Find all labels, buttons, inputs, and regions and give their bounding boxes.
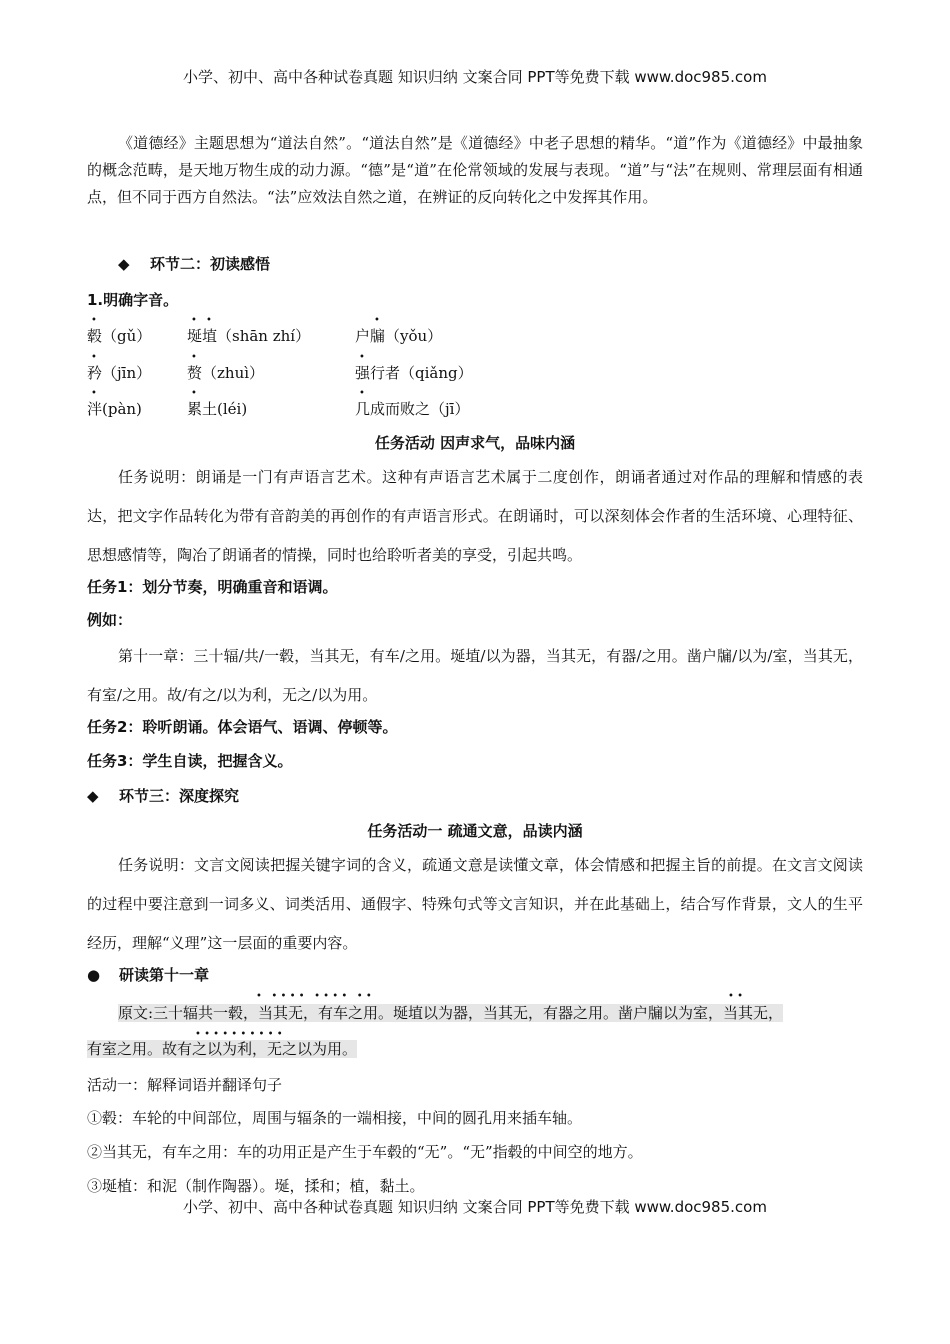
note-item: ②当其无，有车之用：车的功用正是产生于车毂的“无”。“无”指毂的中间空的地方。: [87, 1143, 643, 1161]
example-text: 第十一章：三十辐/共/一毂，当其无，有车/之用。埏埴/以为器，当其无，有器/之用。凿户牖/以为/室，当其无，有室/之用。故/有之/以为利，无之/以为用。: [87, 647, 863, 704]
section-three-title: 环节三：深度探究: [119, 787, 240, 805]
emphasis-dot: •: [359, 388, 365, 399]
pron-item: 赘（zhuì）: [187, 364, 265, 382]
emphasis-dot: •: [359, 352, 365, 363]
activity-one-title: 任务活动 因声求气，品味内涵: [374, 434, 576, 452]
task-two: 任务2：聆听朗诵。体会语气、语调、停顿等。: [87, 718, 398, 736]
emphasis-dot: •: [206, 315, 212, 326]
original-line-2: 有室之用。故有之以为利，无之以为用。: [87, 1040, 358, 1058]
task-three: 任务3：学生自读，把握含义。: [87, 752, 293, 770]
diamond-bullet-icon: ◆: [118, 255, 130, 273]
emphasis-dot: •: [191, 388, 197, 399]
note-item: ①毂：车轮的中间部位，周围与辐条的一端相接，中间的圆孔用来插车轴。: [87, 1109, 583, 1127]
emphasis-dot: •: [374, 315, 380, 326]
pronunciation-heading: 1.明确字音。: [87, 291, 179, 309]
pron-item: 几成而败之（jī）: [355, 400, 470, 418]
emphasis-dot: • • • • • • • • • •: [195, 1029, 283, 1040]
pron-item: 毂（gǔ）: [87, 327, 152, 345]
emphasis-dot: • • • • • • • • • • •: [256, 991, 372, 1002]
study-title: 研读第十一章: [119, 966, 210, 984]
note-item: ③埏植：和泥（制作陶器）。埏，揉和；植，黏土。: [87, 1177, 425, 1195]
emphasis-dot: •: [191, 352, 197, 363]
diamond-bullet-icon: ◆: [87, 787, 99, 805]
example-label: 例如：: [87, 611, 133, 629]
section-two-heading: [118, 251, 894, 278]
pron-item: 矜（jīn）: [87, 364, 152, 382]
activity-two-description: 任务说明：文言文阅读把握关键字词的含义，疏通文意是读懂文章，体会情感和把握主旨的前提。在文言文阅读的过程中要注意到一词多义、词类活用、通假字、特殊句式等文言知识，并在此基础上，结合写作背景，文人的生平经历，理解“义理”这一层面的重要内容。: [87, 856, 863, 952]
pron-item: 泮(pàn): [87, 400, 142, 418]
emphasis-dot: • •: [728, 991, 743, 1002]
pron-item: 埏埴（shān zhí）: [187, 327, 311, 345]
circle-bullet-icon: ●: [87, 966, 101, 984]
study-heading: [87, 962, 863, 989]
task-one: 任务1：划分节奏，明确重音和语调。: [87, 578, 338, 596]
intro-paragraph: 《道德经》主题思想为“道法自然”。“道法自然”是《道德经》中老子思想的精华。“道”作为《道德经》中最抽象的概念范畴，是天地万物生成的动力源。“德”是“道”在伦常领域的发展与表现。“道”与“法”在规则、常理层面有相通点，但不同于西方自然法。“法”应效法自然之道，在辨证的反向转化之中发挥其作用。: [87, 134, 863, 206]
section-two-title: 环节二：初读感悟: [150, 255, 271, 273]
activity-two-title: 任务活动一 疏通文意，品读内涵: [367, 822, 583, 840]
original-line-1: 原文:三十辐共一毂，当其无，有车之用。埏埴以为器，当其无，有器之用。凿户牖以为室，当其无，: [118, 1004, 784, 1022]
pron-item: 户牖（yǒu）: [355, 327, 443, 345]
pron-item: 累土(léi): [187, 400, 248, 418]
activity-one-description: 任务说明：朗诵是一门有声语言艺术。这种有声语言艺术属于二度创作，朗诵者通过对作品的理解和情感的表达，把文字作品转化为带有音韵美的再创作的有声语言形式。在朗诵时，可以深刻体会作者的生活环境、心理特征、思想感情等，陶冶了朗诵者的情操，同时也给聆听者美的享受，引起共鸣。: [87, 468, 863, 564]
emphasis-dot: •: [91, 388, 97, 399]
pron-item: 强行者（qiǎng）: [355, 364, 473, 382]
section-three-heading: [87, 783, 863, 810]
page-footer: 小学、初中、高中各种试卷真题 知识归纳 文案合同 PPT等免费下载 www.doc985.com: [183, 1198, 767, 1216]
emphasis-dot: •: [91, 352, 97, 363]
activity-heading: 活动一：解释词语并翻译句子: [87, 1076, 283, 1094]
page-header: 小学、初中、高中各种试卷真题 知识归纳 文案合同 PPT等免费下载 www.doc985.com: [183, 68, 767, 86]
emphasis-dot: •: [91, 315, 97, 326]
emphasis-dot: •: [191, 315, 197, 326]
